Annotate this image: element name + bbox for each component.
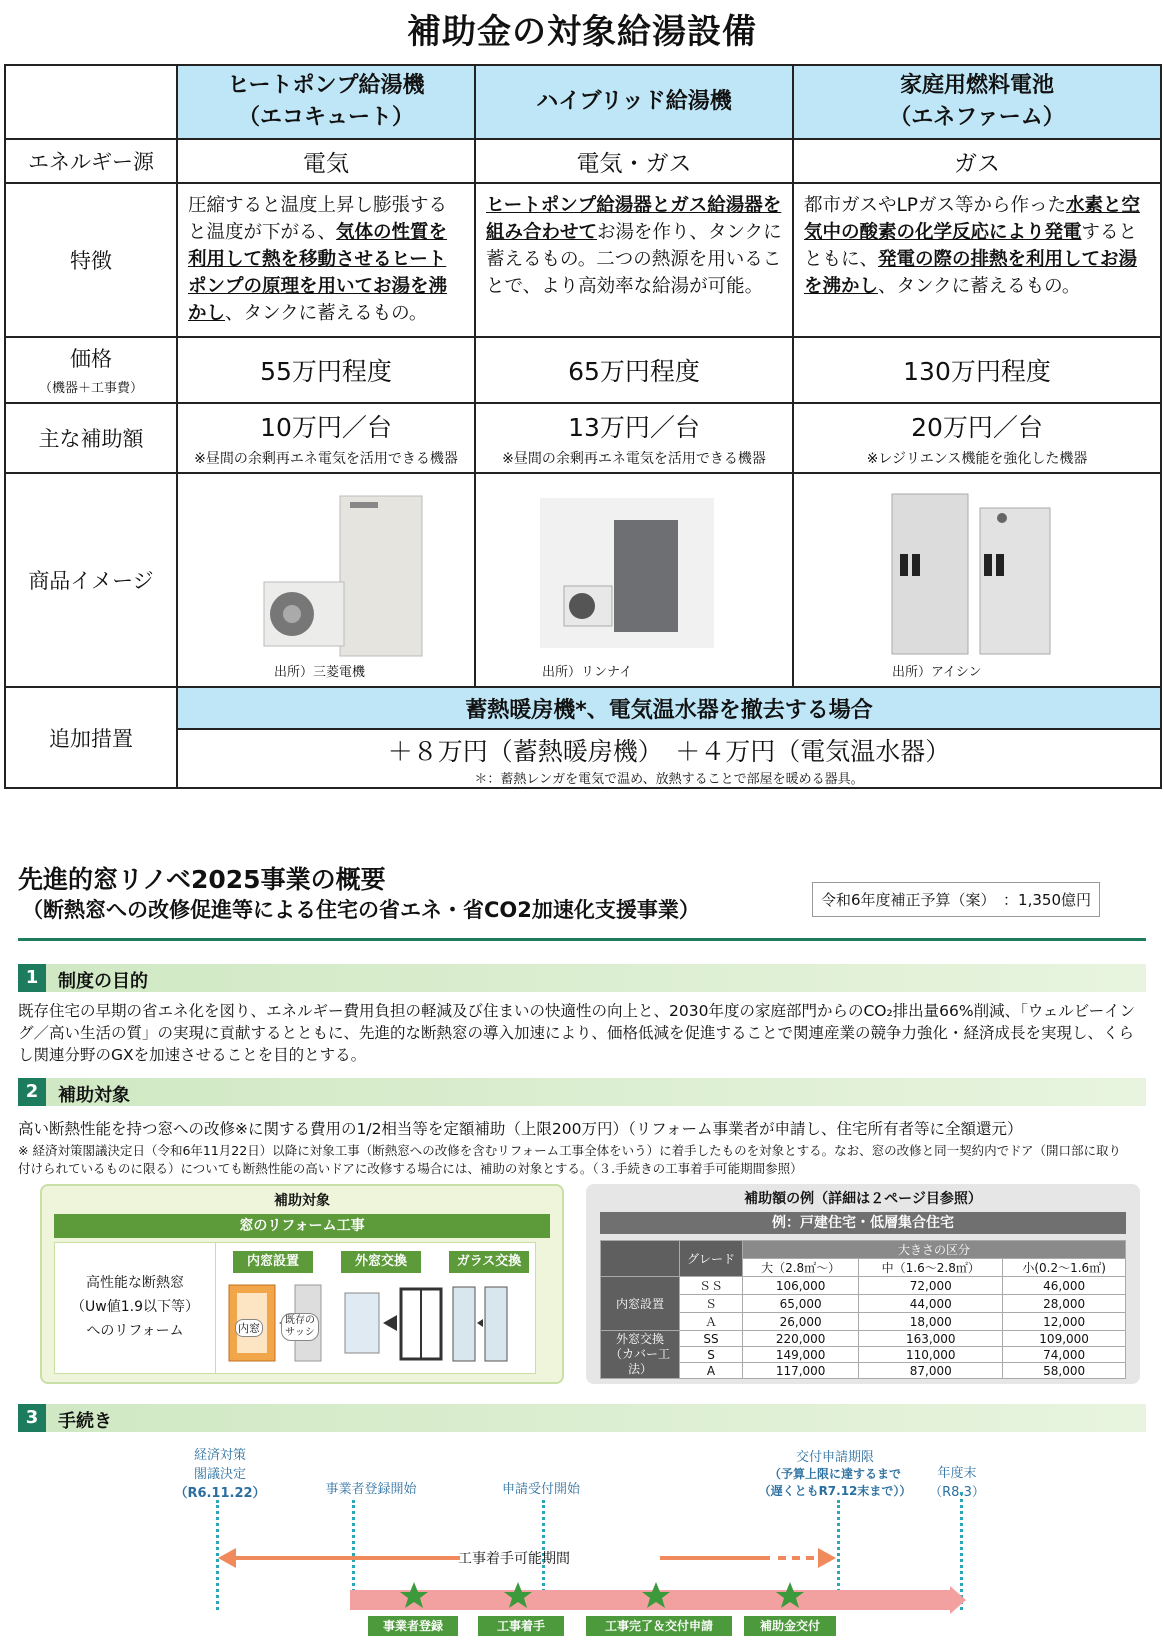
- budget-box: 令和6年度補正予算（案） ：1,350億円: [812, 882, 1100, 917]
- existing-sash-label: 既存の サッシ: [281, 1313, 319, 1341]
- amount-corner: [601, 1241, 680, 1277]
- amount-cell: 28,000: [1003, 1295, 1126, 1313]
- section-subtitle: （断熱窓への改修促進等による住宅の省エネ・省CO2加速化支援事業）: [22, 898, 700, 922]
- milestone-fiscal-end: 年度末 （R8.3）: [929, 1466, 985, 1500]
- amount-cell: 106,000: [743, 1277, 859, 1295]
- step-registration: 事業者登録: [368, 1616, 458, 1636]
- subsidy-cell: 10万円／台 ※昼間の余剰再エネ電気を活用できる機器: [177, 403, 475, 473]
- image-source: 出所）リンナイ: [542, 665, 633, 680]
- grade-cell: Ｓ: [680, 1295, 743, 1313]
- type-outer-window: 外窓交換: [341, 1251, 421, 1273]
- section-number: 2: [18, 1078, 46, 1106]
- amount-cell: 18,000: [859, 1313, 1003, 1331]
- hybrid-image: [476, 474, 790, 684]
- extra-amount-cell: ＋８万円（蓄熱暖房機） ＋４万円（電気温水器） ＊：蓄熱レンガを電気で温め、放熱することで部屋を暖める器具。: [177, 729, 1161, 788]
- grade-cell: A: [680, 1363, 743, 1379]
- row-label-subsidy: 主な補助額: [5, 403, 177, 473]
- timeline-arrows: [200, 1530, 980, 1620]
- image-source: 出所）三菱電機: [274, 665, 366, 680]
- grade-cell: S: [680, 1347, 743, 1363]
- target-box-subheading: 窓のリフォーム工事: [54, 1214, 550, 1238]
- target-box-heading: 補助対象: [274, 1193, 330, 1209]
- energy-cell: ガス: [793, 139, 1161, 183]
- price-cell: 55万円程度: [177, 337, 475, 403]
- ecocute-image: [178, 474, 472, 684]
- enefarm-image: [794, 474, 1158, 684]
- section-bar-3: [18, 1404, 1146, 1432]
- section-label: 制度の目的: [58, 971, 148, 992]
- section-title: 先進的窓リノベ2025事業の概要: [18, 865, 386, 894]
- step-construction-start: 工事着手: [478, 1616, 564, 1636]
- section-number: 3: [18, 1404, 46, 1432]
- amount-cell: 58,000: [1003, 1363, 1126, 1379]
- construction-period-label: 工事着手可能期間: [458, 1551, 570, 1567]
- product-image-enefarm: [793, 473, 1161, 687]
- price-cell: 130万円程度: [793, 337, 1161, 403]
- amount-cell: 65,000: [743, 1295, 859, 1313]
- target-text: 高い断熱性能を持つ窓への改修※に関する費用の1/2相当等を定額補助（上限200万円）（リフォーム事業者が申請し、住宅所有者等に全額還元）: [18, 1120, 1023, 1138]
- step-subsidy-payment: 補助金交付: [744, 1616, 836, 1636]
- price-cell: 65万円程度: [475, 337, 793, 403]
- comparison-table: [4, 64, 1162, 789]
- row-label-extra: 追加措置: [5, 687, 177, 788]
- size-col: 中（1.6～2.8㎡）: [859, 1259, 1003, 1277]
- size-col: 小(0.2～1.6㎡): [1003, 1259, 1126, 1277]
- section-bar-2: [18, 1078, 1146, 1106]
- row-label-energy: エネルギー源: [5, 139, 177, 183]
- col-header-ecocute: ヒートポンプ給湯機 （エコキュート）: [177, 65, 475, 139]
- subsidy-cell: 20万円／台 ※レジリエンス機能を強化した機器: [793, 403, 1161, 473]
- row-label-price: 価格 （機器＋工事費）: [5, 337, 177, 403]
- window-illustrations: [221, 1279, 531, 1369]
- corner-cell: [5, 65, 177, 139]
- amount-cell: 12,000: [1003, 1313, 1126, 1331]
- amount-box: [586, 1184, 1140, 1384]
- amount-box-heading: 補助額の例（詳細は２ページ目参照）: [744, 1191, 982, 1207]
- amount-cell: 163,000: [859, 1331, 1003, 1347]
- target-note: ※ 経済対策閣議決定日（令和6年11月22日）以降に対象工事（断熱窓への改修を含むリフォーム工事全体をいう）に着手したものを対象とする。なお、窓の改修と同一契約内でドア（開口部に取り付けられているものに限る）についても断熱性能の高いドアに改修する場合には、補助の対象とする。（３.手続きの工事着手可能期間参照）: [18, 1143, 1121, 1176]
- milestone-application-deadline: 交付申請期限 （予算上限に達するまで （遅くともR7.12末まで））: [758, 1450, 912, 1498]
- group-inner: 内窓設置: [601, 1277, 680, 1331]
- amount-box-subheading: 例：戸建住宅・低層集合住宅: [600, 1212, 1126, 1234]
- target-box-body: [54, 1242, 536, 1374]
- target-left-text: 高性能な断熱窓 （Uw値1.9以下等） へのリフォーム: [71, 1275, 199, 1339]
- feature-cell: 圧縮すると温度上昇し膨張すると温度が下がる、気体の性質を利用して熱を移動させるヒートポンプの原理を用いてお湯を沸かし、タンクに蓄えるもの。: [177, 183, 475, 337]
- col-header-enefarm: 家庭用燃料電池 （エネファーム）: [793, 65, 1161, 139]
- amount-cell: 44,000: [859, 1295, 1003, 1313]
- milestone-registration-start: 事業者登録開始: [325, 1482, 417, 1497]
- amount-cell: 117,000: [743, 1363, 859, 1379]
- grade-cell: ＳＳ: [680, 1277, 743, 1295]
- row-label-feature: 特徴: [5, 183, 177, 337]
- purpose-text: 既存住宅の早期の省エネ化を図り、エネルギー費用負担の軽減及び住まいの快適性の向上と、2030年度の家庭部門からのCO₂排出量66%削減、「ウェルビーイング／高い生活の質」の実現に貢献するとともに、先進的な断熱窓の導入加速により、価格低減を促進することで関連産業の競争力強化・経済成長を実現し、くらし関連分野のGXを加速させることを目的とする。: [18, 1002, 1136, 1064]
- grade-cell: SS: [680, 1331, 743, 1347]
- feature-cell: ヒートポンプ給湯器とガス給湯器を組み合わせてお湯を作り、タンクに蓄えるもの。二つの熱源を用いることで、より高効率な給湯が可能。: [475, 183, 793, 337]
- target-divider: [215, 1243, 216, 1373]
- amount-cell: 26,000: [743, 1313, 859, 1331]
- step-completion-application: 工事完了＆交付申請: [586, 1616, 732, 1636]
- extra-heading: 蓄熱暖房機*、電気温水器を撤去する場合: [177, 687, 1161, 729]
- section-divider: [18, 938, 1146, 941]
- amount-cell: 109,000: [1003, 1331, 1126, 1347]
- amount-cell: 149,000: [743, 1347, 859, 1363]
- section-label: 補助対象: [58, 1085, 130, 1106]
- type-glass: ガラス交換: [449, 1251, 529, 1273]
- size-header: 大きさの区分: [743, 1241, 1126, 1259]
- section-number: 1: [18, 964, 46, 992]
- type-inner-window: 内窓設置: [233, 1251, 313, 1273]
- product-image-ecocute: [177, 473, 475, 687]
- amount-cell: 46,000: [1003, 1277, 1126, 1295]
- amount-cell: 74,000: [1003, 1347, 1126, 1363]
- amount-cell: 72,000: [859, 1277, 1003, 1295]
- amount-cell: 110,000: [859, 1347, 1003, 1363]
- target-box: [40, 1184, 564, 1384]
- size-col: 大（2.8㎡～）: [743, 1259, 859, 1277]
- inner-label: 内窓: [235, 1319, 263, 1337]
- subsidy-cell: 13万円／台 ※昼間の余剰再エネ電気を活用できる機器: [475, 403, 793, 473]
- feature-cell: 都市ガスやLPガス等から作った水素と空気中の酸素の化学反応により発電するとともに、発電の際の排熱を利用してお湯を沸かし、タンクに蓄えるもの。: [793, 183, 1161, 337]
- page-title: 補助金の対象給湯設備: [407, 12, 757, 52]
- section-bar-1: [18, 964, 1146, 992]
- energy-cell: 電気・ガス: [475, 139, 793, 183]
- milestone-cabinet-decision: 経済対策 閣議決定 （R6.11.22）: [174, 1448, 266, 1501]
- image-source: 出所）アイシン: [892, 665, 982, 680]
- energy-cell: 電気: [177, 139, 475, 183]
- col-header-hybrid: ハイブリッド給湯機: [475, 65, 793, 139]
- row-label-image: 商品イメージ: [5, 473, 177, 687]
- amount-cell: 220,000: [743, 1331, 859, 1347]
- amount-table: [600, 1240, 1126, 1379]
- grade-header: グレード: [680, 1241, 743, 1277]
- product-image-hybrid: [475, 473, 793, 687]
- section-label: 手続き: [58, 1411, 112, 1432]
- milestone-application-start: 申請受付開始: [501, 1482, 580, 1497]
- grade-cell: Ａ: [680, 1313, 743, 1331]
- group-outer: 外窓交換 （カバー工法）: [601, 1331, 680, 1379]
- amount-cell: 87,000: [859, 1363, 1003, 1379]
